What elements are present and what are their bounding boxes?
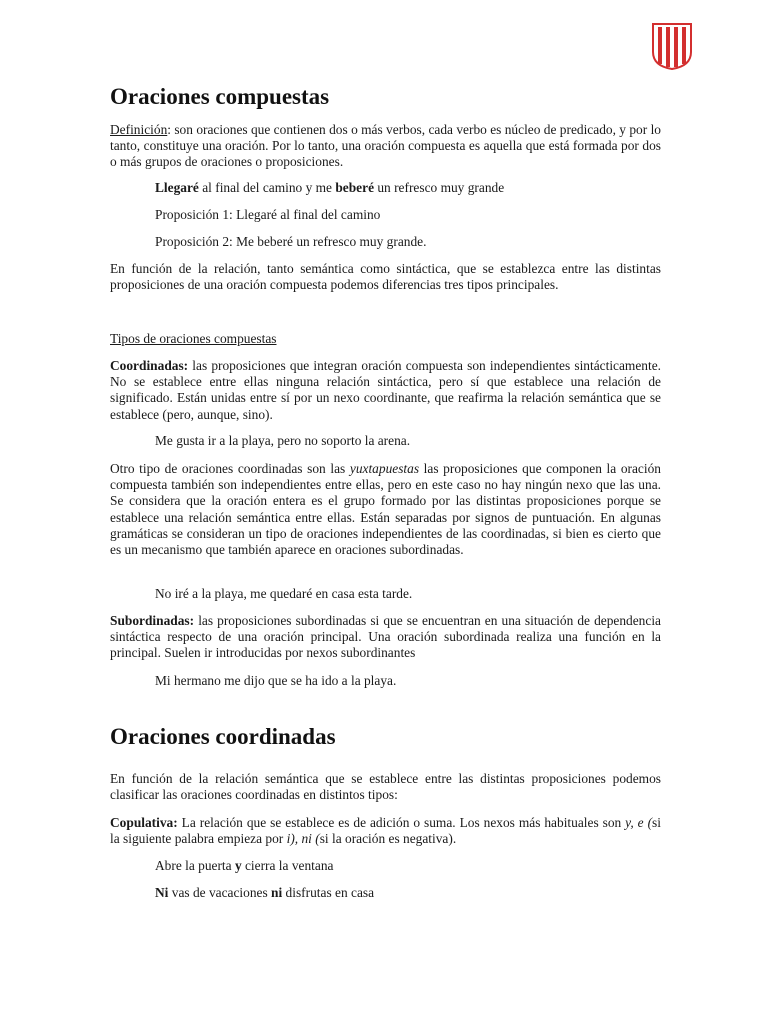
definition-text: : son oraciones que contienen dos o más verbos, cada verbo es núcleo de predicado, y por lo tanto, constituye una oración. Por lo tanto, una oración compuesta es aquella que está formada por dos o más grupos de oraciones o proposiciones.: [110, 122, 661, 170]
bold-verb: Llegaré: [155, 180, 199, 195]
example-sentence: [155, 885, 374, 901]
term-italic: yuxtapuestas: [349, 461, 420, 476]
bold-verb: beberé: [335, 180, 375, 195]
subordinadas-paragraph: [110, 613, 661, 662]
catalonia-emblem-icon: [650, 22, 694, 70]
paragraph-text: si la siguiente palabra empieza por: [110, 815, 661, 847]
types-heading: Tipos de oraciones compuestas: [110, 331, 277, 346]
paragraph-text: las proposiciones que componen la oración compuesta también son independientes entre ellas, pero en este caso no hay ningún nexo que las una. Se considera que la oración entera es el grupo formado por las distintas proposiciones porque se establece una relación semántica entre ellas. Están separadas por signos de puntuación. En algunas gramáticas se consideran un tipo de oraciones independientes de las coordinadas, si bien es cierto que es un mecanismo que también aparece en oraciones subordinadas.: [110, 461, 661, 558]
paragraph-text: La relación que se establece es de adición o suma. Los nexos más habituales son: [177, 815, 626, 830]
definition-paragraph: [110, 122, 661, 171]
paragraph-text: Otro tipo de oraciones coordinadas son las: [110, 461, 350, 476]
term-label: Subordinadas:: [110, 613, 195, 628]
coordinadas-paragraph: [110, 358, 661, 423]
term-label: Coordinadas:: [110, 358, 189, 373]
intro-paragraph: En función de la relación semántica que se establece entre las distintas proposiciones podemos clasificar las oraciones coordinadas en distintos tipos:: [110, 771, 661, 803]
bold-nexo: ni: [271, 885, 283, 900]
nexo-italic: i), ni (: [286, 831, 320, 847]
bold-nexo: y: [234, 858, 242, 873]
example-sentence: Me gusta ir a la playa, pero no soporto la arena.: [155, 433, 411, 448]
example-sentence: [155, 858, 333, 874]
copulativa-paragraph: [110, 815, 661, 847]
term-label: Copulativa:: [110, 815, 178, 830]
example-text: vas de vacaciones: [168, 885, 272, 900]
example-text: disfrutas en casa: [282, 885, 375, 900]
proposition-1: Proposición 1: Llegaré al final del camino: [155, 207, 381, 222]
yuxtapuestas-paragraph: [110, 461, 661, 558]
definition-label: Definición: [110, 122, 168, 137]
page-title: Oraciones compuestas: [110, 84, 330, 109]
proposition-2: Proposición 2: Me beberé un refresco muy grande.: [155, 234, 427, 249]
example-sentence: No iré a la playa, me quedaré en casa esta tarde.: [155, 586, 413, 601]
relation-paragraph: En función de la relación, tanto semántica como sintáctica, que se establezca entre las distintas proposiciones de una oración compuesta podemos diferencias tres tipos principales.: [110, 261, 661, 293]
bold-nexo: Ni: [155, 885, 169, 900]
example-text: cierra la ventana: [241, 858, 334, 873]
example-text: un refresco muy grande: [374, 180, 505, 195]
example-text: al final del camino y me: [198, 180, 336, 195]
example-text: Abre la puerta: [155, 858, 235, 873]
example-sentence: Mi hermano me dijo que se ha ido a la playa.: [155, 673, 397, 688]
paragraph-text: las proposiciones subordinadas si que se encuentran en una situación de dependencia sintáctica respecto de una oración principal. Una oración subordinada realiza una función en la principal. Suelen ir introducidas por nexos subordinantes: [110, 613, 661, 661]
nexo-italic: y, e (: [625, 815, 653, 830]
paragraph-text: si la oración es negativa).: [319, 831, 457, 847]
paragraph-text: las proposiciones que integran oración compuesta son independientes sintácticamente. No se establece entre ellas ninguna relación sintáctica, pero sí que establece una relación de significado. Están unidas entre sí por un nexo coordinante, que reafirma la relación semántica que se establece (pero, aunque, sino).: [110, 358, 661, 422]
example-sentence: [155, 180, 504, 196]
section-title: Oraciones coordinadas: [110, 724, 336, 749]
